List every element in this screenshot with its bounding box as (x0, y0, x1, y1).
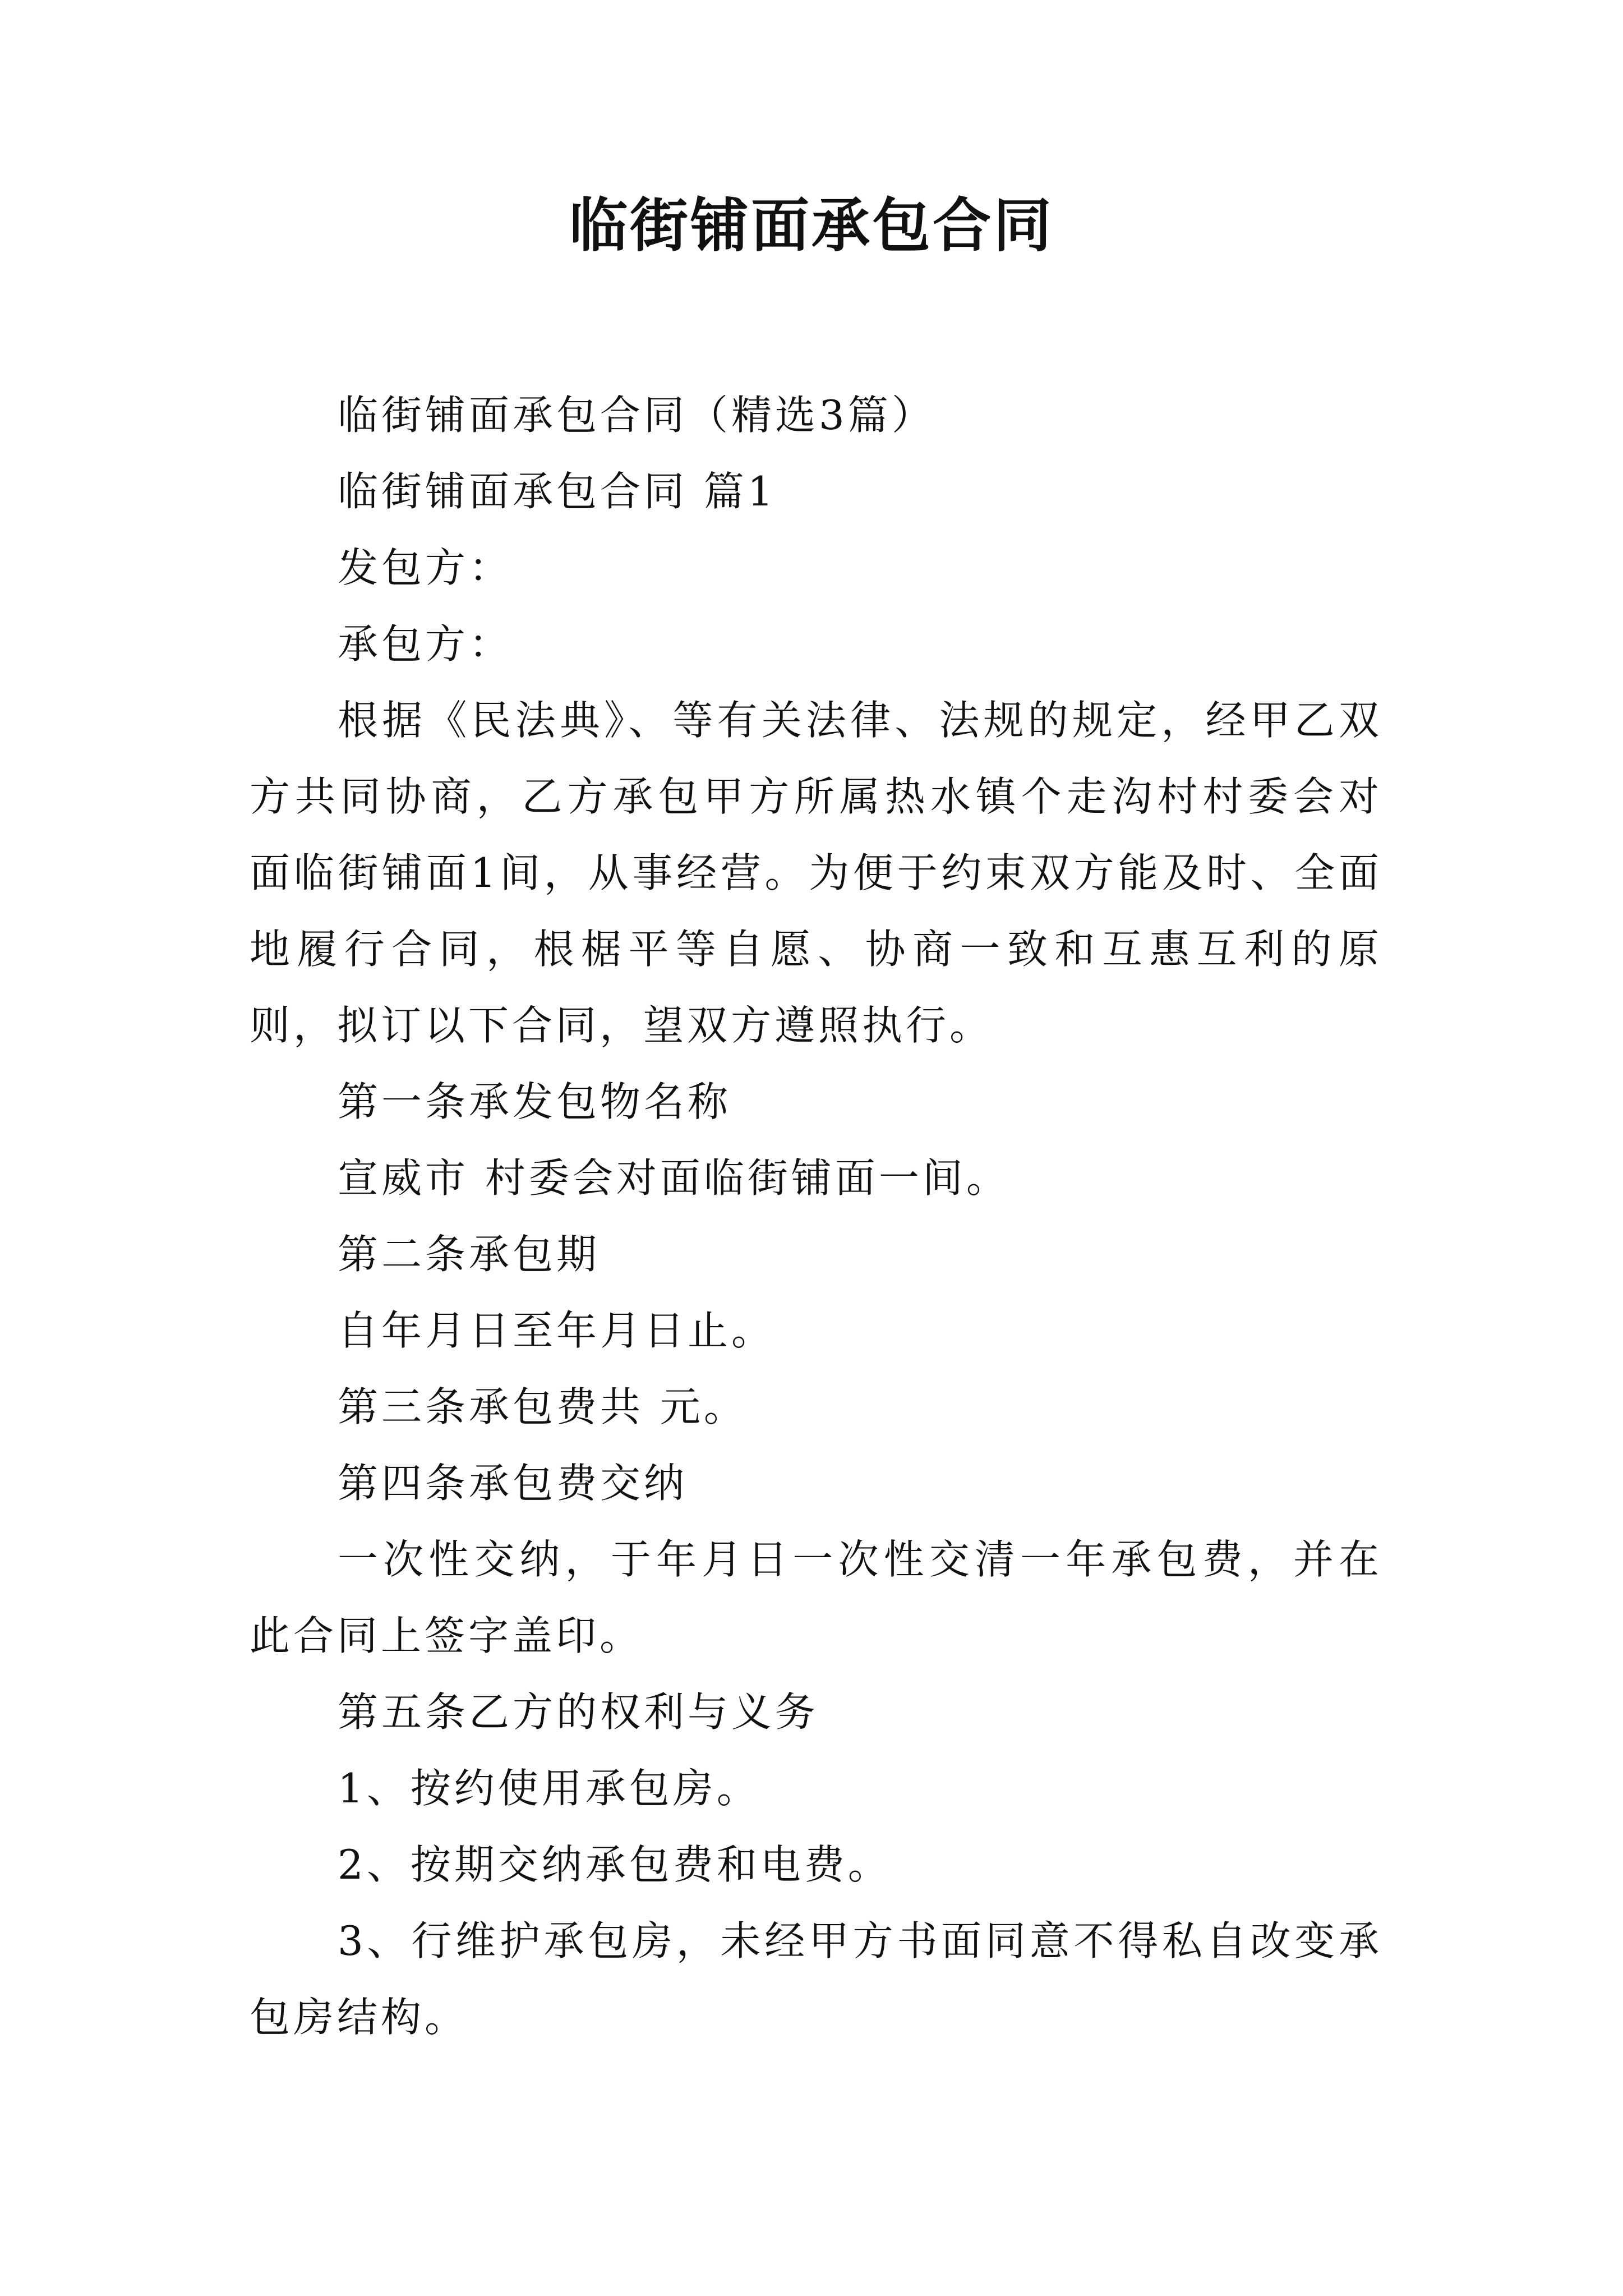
paragraph-contractor: 承包方： (338, 620, 513, 668)
paragraph-issuer: 发包方： (338, 544, 513, 591)
paragraph-article-1-body: 宣威市 村委会对面临街铺面一间。 (338, 1154, 1010, 1202)
paragraph-article-5-heading: 第五条乙方的权利与义务 (338, 1688, 819, 1736)
paragraph-article-3: 第三条承包费共 元。 (338, 1383, 748, 1430)
paragraph-article-2-body: 自年月日至年月日止。 (338, 1307, 776, 1354)
paragraph-collection-title: 临街铺面承包合同（精选3篇） (338, 392, 935, 439)
paragraph-article-4-body: 一次性交纳，于年月日一次性交清一年承包费，并在此合同上签字盖印。 (250, 1536, 1382, 1659)
paragraph-contract-heading: 临街铺面承包合同 篇1 (338, 468, 777, 515)
paragraph-article-1-heading: 第一条承发包物名称 (338, 1078, 732, 1125)
paragraph-article-4-heading: 第四条承包费交纳 (338, 1460, 688, 1507)
document-body (250, 377, 1382, 2055)
paragraph-article-2-heading: 第二条承包期 (338, 1231, 601, 1278)
document-title: 临街铺面承包合同 (569, 191, 1054, 260)
paragraph-preamble: 根据《民法典》、等有关法律、法规的规定，经甲乙双方共同协商，乙方承包甲方所属热水镇个走沟村村委会对面临街铺面1间，从事经营。为便于约束双方能及时、全面地履行合同，根椐平等自愿、协商一致和互惠互利的原则，拟订以下合同，望双方遵照执行。 (250, 697, 1382, 1049)
paragraph-item-3: 3、行维护承包房，未经甲方书面同意不得私自改变承包房结构。 (250, 1917, 1382, 2041)
paragraph-item-2: 2、按期交纳承包费和电费。 (338, 1841, 892, 1888)
paragraph-item-1: 1、按约使用承包房。 (338, 1765, 760, 1812)
